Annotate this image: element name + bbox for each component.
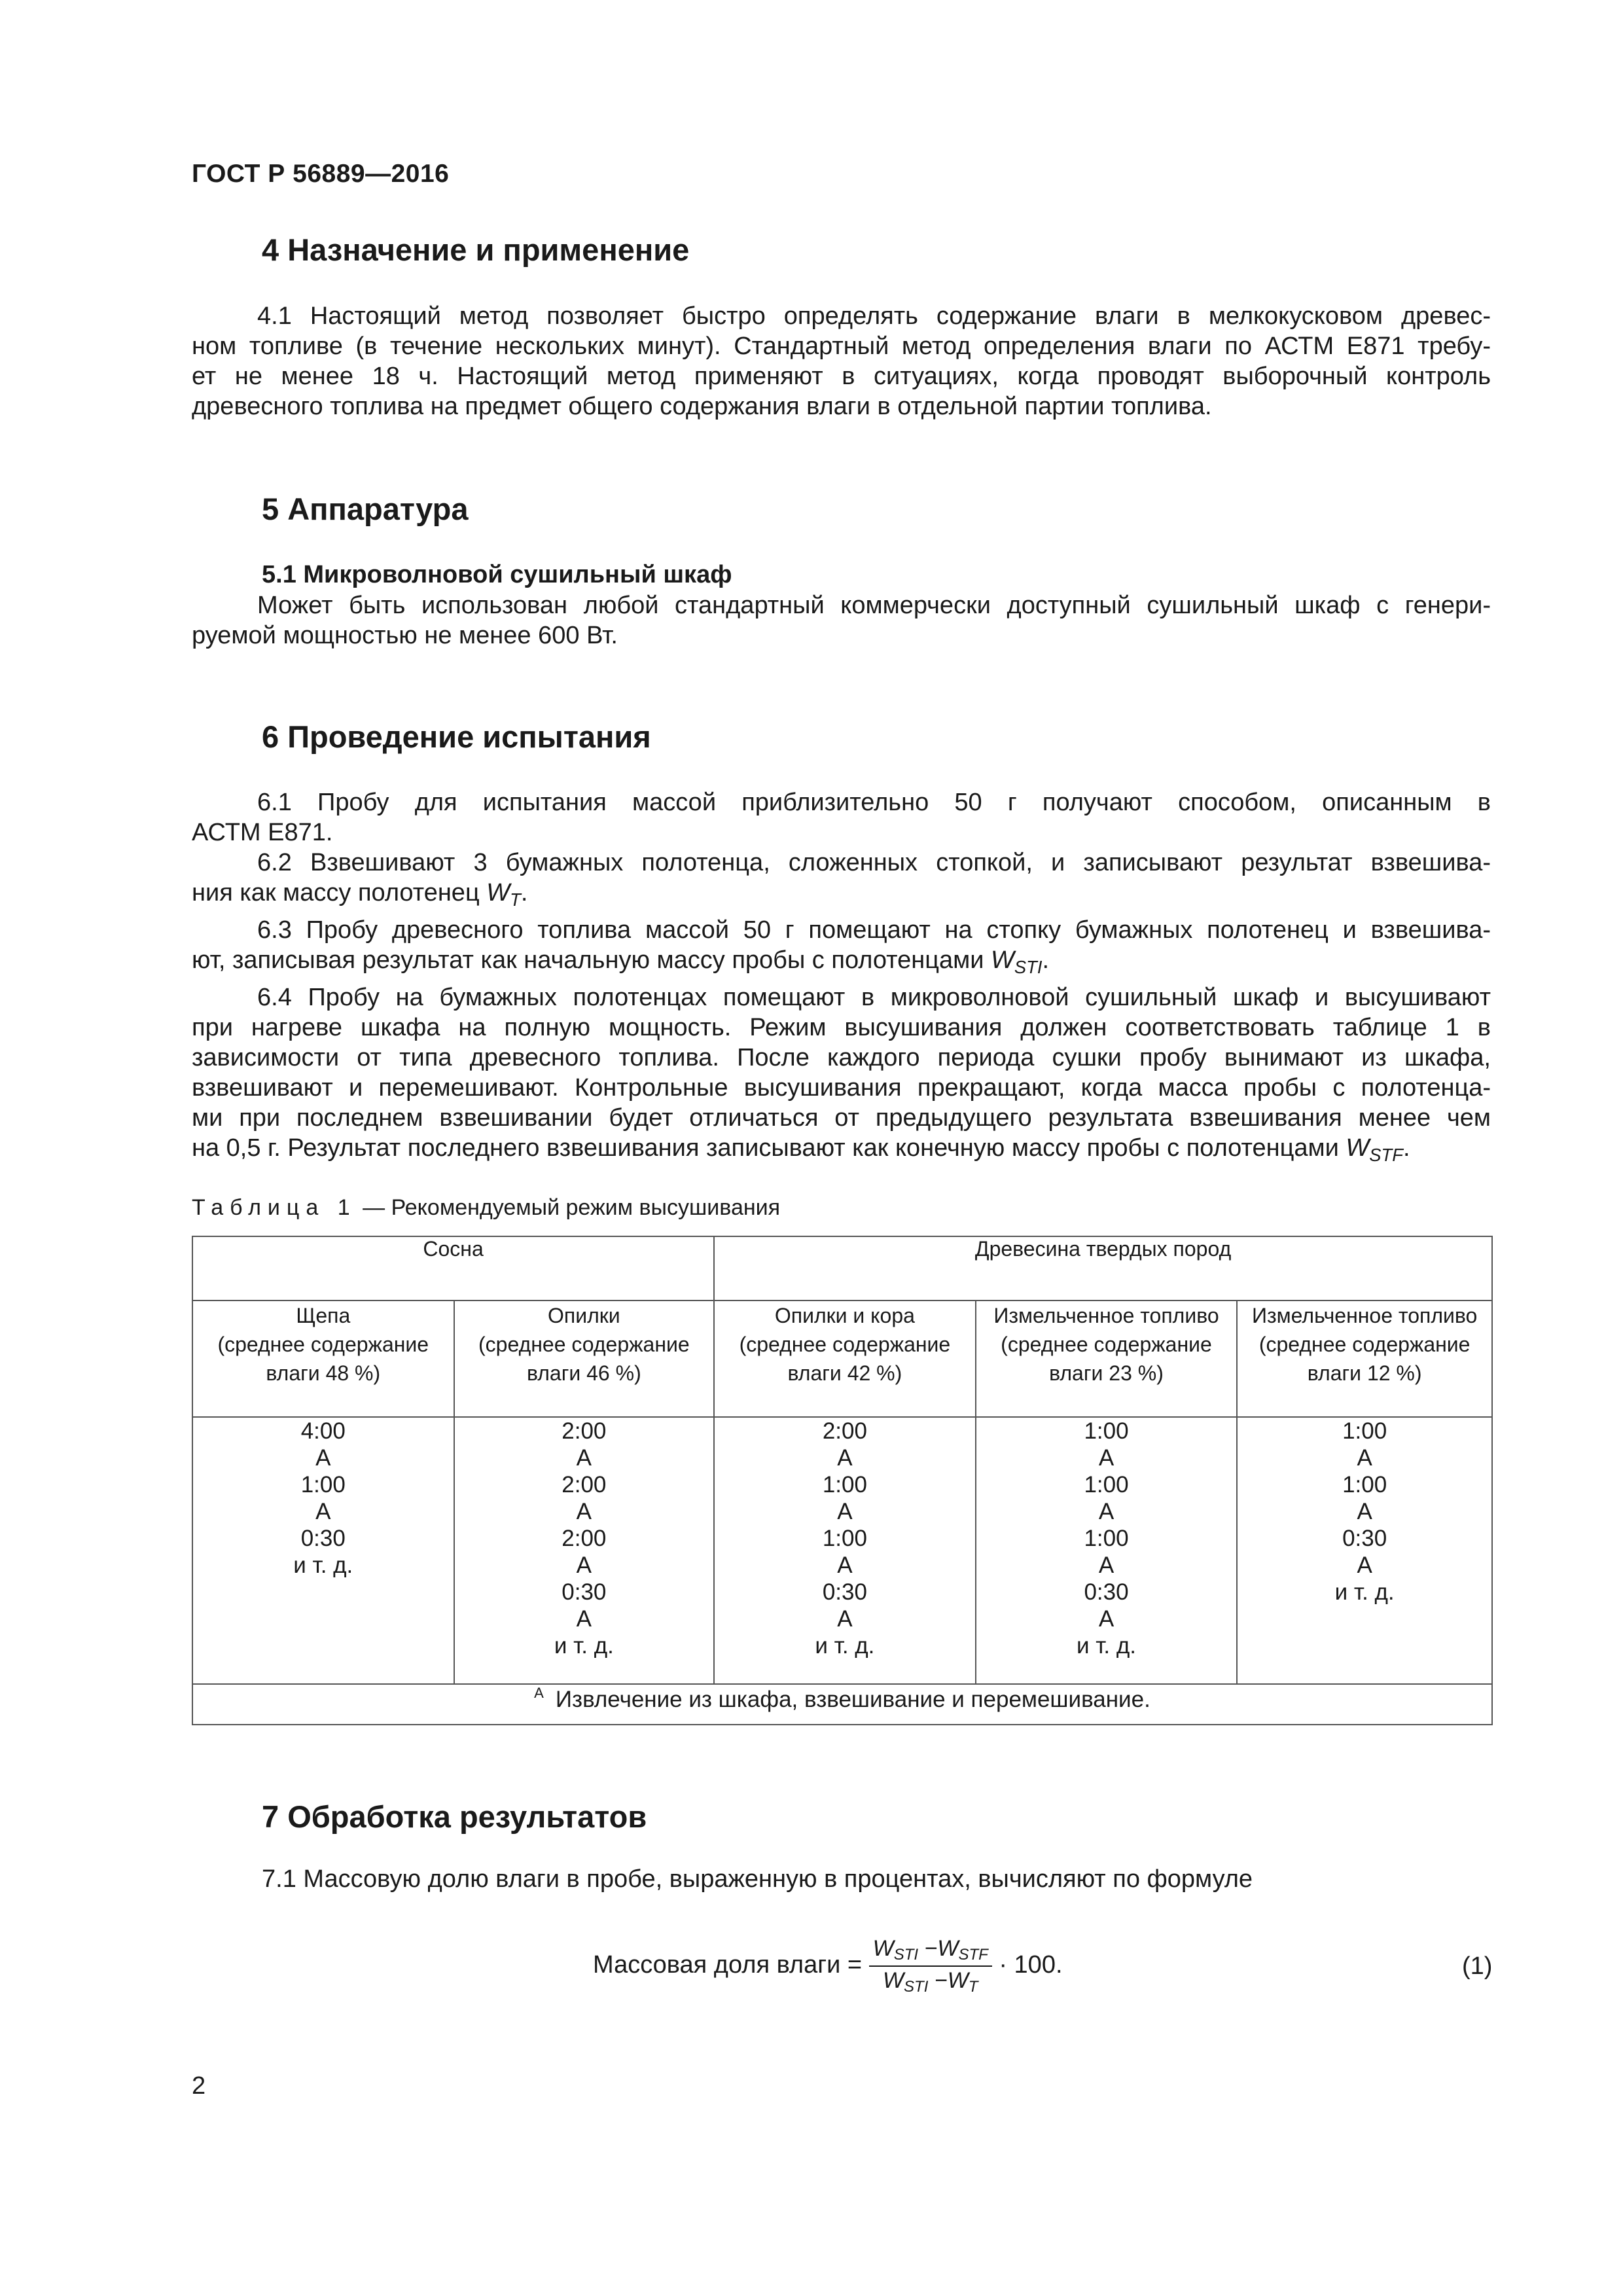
- paragraph-6-3-line: 6.3 Пробу древесного топлива массой 50 г помещают на стопку бумажных полотенец и взвешива-: [257, 916, 1491, 944]
- section-6-heading: 6 Проведение испытания: [262, 719, 651, 754]
- fraction-numerator: [869, 1936, 992, 1967]
- symbol-subscript: STF: [958, 1946, 988, 1964]
- column-header-line: Опилки: [548, 1304, 620, 1327]
- column-header-line: Щепа: [296, 1304, 351, 1327]
- cell-line: A: [1357, 1445, 1372, 1471]
- column-header-line: Измельченное топливо: [1252, 1304, 1478, 1327]
- cell-line: 1:00: [1084, 1418, 1129, 1444]
- symbol-subscript: STI: [893, 1946, 919, 1964]
- cell-line: A: [576, 1499, 592, 1524]
- column-header-line: влаги 42 %): [787, 1361, 902, 1385]
- cell-line: A: [1098, 1499, 1115, 1524]
- column-header-line: влаги 23 %): [1049, 1361, 1164, 1385]
- paragraph-4-1: [192, 301, 1491, 422]
- cell-line: A: [576, 1445, 592, 1471]
- text: .: [1402, 1134, 1410, 1162]
- paragraph-6-1-line: АСТМ E871.: [192, 819, 333, 846]
- cell-line: A: [837, 1445, 853, 1471]
- cell-line: A: [1357, 1552, 1372, 1578]
- paragraph-line: ет не менее 18 ч. Настоящий метод применяют в ситуациях, когда проводят выборочный контроль: [192, 363, 1491, 390]
- symbol-w: W: [872, 1936, 894, 1961]
- table-note: [192, 1684, 1492, 1725]
- column-header-line: (среднее содержание: [1258, 1333, 1471, 1356]
- cell-line: и т. д.: [815, 1633, 875, 1659]
- cell-line: и т. д.: [293, 1552, 353, 1578]
- section-4-heading: 4 Назначение и применение: [262, 232, 690, 267]
- symbol-w: W: [937, 1936, 959, 1961]
- cell-line: A: [576, 1552, 592, 1578]
- column-header-line: (среднее содержание: [1001, 1333, 1212, 1356]
- paragraph-line: 4.1 Настоящий метод позволяет быстро определять содержание влаги в мелкокусковом древес-: [257, 302, 1491, 330]
- formula-fraction: [869, 1936, 992, 1996]
- cell-line: A: [315, 1445, 331, 1471]
- paragraph-5-1: [192, 590, 1491, 651]
- symbol-w: W: [1346, 1134, 1370, 1162]
- cell-line: 2:00: [562, 1418, 607, 1444]
- cell-line: и т. д.: [1076, 1633, 1137, 1659]
- symbol-w: W: [486, 879, 510, 906]
- cell-line: A: [576, 1606, 592, 1632]
- table-cell: [714, 1417, 976, 1684]
- paragraph-6-4-line: зависимости от типа древесного топлива. После каждого периода сушки пробу вынимают из шкафа,: [192, 1044, 1491, 1072]
- column-header-line: (среднее содержание: [217, 1333, 429, 1356]
- table-caption-title: — Рекомендуемый режим высушивания: [356, 1195, 781, 1220]
- cell-line: 1:00: [1342, 1418, 1387, 1444]
- text: ют, записывая результат как начальную массу пробы с полотенцами: [192, 946, 991, 975]
- cell-line: A: [315, 1499, 331, 1524]
- cell-line: 2:00: [822, 1418, 867, 1444]
- table-cell: [192, 1417, 454, 1684]
- table-note-row: [192, 1684, 1492, 1725]
- cell-line: 0:30: [822, 1579, 867, 1605]
- cell-line: A: [1098, 1552, 1115, 1578]
- cell-line: 1:00: [822, 1526, 867, 1551]
- cell-line: 0:30: [1084, 1579, 1129, 1605]
- text: .: [520, 879, 528, 906]
- column-header: [714, 1300, 976, 1417]
- table-caption-prefix: Таблица 1: [192, 1195, 357, 1220]
- paragraph-6-4-line: [192, 1133, 1491, 1170]
- cell-line: 0:30: [562, 1579, 607, 1605]
- column-header-line: влаги 12 %): [1307, 1361, 1422, 1385]
- note-marker: A: [534, 1685, 544, 1701]
- page-number: 2: [192, 2072, 206, 2100]
- cell-line: 4:00: [300, 1418, 346, 1444]
- column-header-line: Измельченное топливо: [993, 1304, 1219, 1327]
- paragraph-6-4-line: ми при последнем взвешивании будет отличаться от предыдущего результата взвешивания менее чем: [192, 1104, 1491, 1132]
- table-caption: [192, 1195, 780, 1221]
- cell-line: 1:00: [1084, 1472, 1129, 1498]
- table-cell: [1237, 1417, 1492, 1684]
- symbol-w: W: [882, 1968, 904, 1993]
- cell-line: 1:00: [822, 1472, 867, 1498]
- document-header: ГОСТ Р 56889—2016: [192, 160, 450, 188]
- cell-line: A: [837, 1499, 853, 1524]
- formula-tail: · 100.: [991, 1951, 1063, 1979]
- cell-line: A: [1357, 1499, 1372, 1524]
- note-text: Извлечение из шкафа, взвешивание и перемешивание.: [555, 1687, 1150, 1712]
- table-cell: [454, 1417, 715, 1684]
- column-header-line: (среднее содержание: [478, 1333, 690, 1356]
- cell-line: A: [837, 1552, 853, 1578]
- column-header-line: (среднее содержание: [739, 1333, 951, 1356]
- column-header: [1237, 1300, 1492, 1417]
- text: на 0,5 г. Результат последнего взвешивания записывают как конечную массу пробы с полотенцами: [192, 1134, 1346, 1162]
- drying-regime-table: [192, 1236, 1493, 1725]
- section-5-1-heading: 5.1 Микроволновой сушильный шкаф: [262, 561, 732, 588]
- column-header: [454, 1300, 715, 1417]
- paragraph-line: руемой мощностью не менее 600 Вт.: [192, 622, 618, 649]
- paragraph-6-2-line: [192, 878, 1491, 915]
- column-header-line: влаги 46 %): [526, 1361, 641, 1385]
- fraction-denominator: [869, 1967, 992, 1996]
- cell-line: 1:00: [1084, 1526, 1129, 1551]
- table-cell: [976, 1417, 1238, 1684]
- cell-line: и т. д.: [1334, 1579, 1395, 1605]
- cell-line: 0:30: [300, 1526, 346, 1551]
- minus-sign: −: [918, 1936, 938, 1961]
- text: .: [1042, 946, 1050, 975]
- cell-line: и т. д.: [554, 1633, 614, 1659]
- section-6-body: [192, 787, 1491, 1171]
- symbol-subscript: STI: [1014, 957, 1043, 978]
- symbol-subscript: T: [510, 889, 521, 910]
- cell-line: A: [1098, 1445, 1115, 1471]
- column-header: [976, 1300, 1238, 1417]
- formula-label: Массовая доля влаги =: [593, 1951, 869, 1979]
- section-5-heading: 5 Аппаратура: [262, 492, 469, 526]
- table-group-header-row: [192, 1236, 1492, 1300]
- symbol-subscript: T: [968, 1978, 978, 1996]
- group-header-pine: Сосна: [192, 1236, 714, 1300]
- paragraph-line: ном топливе (в течение нескольких минут). Стандартный метод определения влаги по АСТМ E871 требу-: [192, 332, 1491, 360]
- cell-line: 0:30: [1342, 1526, 1387, 1551]
- formula: [593, 1936, 1063, 1996]
- column-header-line: влаги 48 %): [266, 1361, 381, 1385]
- symbol-subscript: STI: [904, 1978, 929, 1996]
- paragraph-6-1-line: 6.1 Пробу для испытания массой приблизительно 50 г получают способом, описанным в: [257, 789, 1491, 816]
- table-body-row: [192, 1417, 1492, 1684]
- formula-number: (1): [1462, 1952, 1493, 1980]
- column-header-line: Опилки и кора: [774, 1304, 915, 1327]
- symbol-w: W: [991, 946, 1014, 975]
- cell-line: 1:00: [1342, 1472, 1387, 1498]
- paragraph-line: древесного топлива на предмет общего содержания влаги в отдельной партии топлива.: [192, 393, 1212, 420]
- group-header-hardwood: Древесина твердых пород: [714, 1236, 1492, 1300]
- paragraph-6-3-line: [192, 945, 1491, 982]
- paragraph-7-1: 7.1 Массовую долю влаги в пробе, выраженную в процентах, вычисляют по формуле: [262, 1865, 1253, 1893]
- column-header: [192, 1300, 454, 1417]
- paragraph-6-4-line: при нагреве шкафа на полную мощность. Режим высушивания должен соответствовать таблице 1 в: [192, 1014, 1491, 1042]
- paragraph-6-4-line: взвешивают и перемешивают. Контрольные высушивания прекращают, когда масса пробы с полотенца-: [192, 1074, 1491, 1102]
- text: ния как массу полотенец: [192, 879, 487, 906]
- table-column-header-row: [192, 1300, 1492, 1417]
- minus-sign: −: [928, 1968, 948, 1993]
- paragraph-6-4-line: 6.4 Пробу на бумажных полотенцах помещают в микроволновой сушильный шкаф и высушивают: [257, 984, 1491, 1012]
- section-7-heading: 7 Обработка результатов: [262, 1799, 647, 1834]
- symbol-subscript: STF: [1369, 1145, 1403, 1166]
- paragraph-line: Может быть использован любой стандартный коммерчески доступный сушильный шкаф с генери-: [257, 592, 1491, 619]
- cell-line: 1:00: [300, 1472, 346, 1498]
- cell-line: A: [837, 1606, 853, 1632]
- cell-line: 2:00: [562, 1526, 607, 1551]
- cell-line: 2:00: [562, 1472, 607, 1498]
- symbol-w: W: [947, 1968, 969, 1993]
- cell-line: A: [1098, 1606, 1115, 1632]
- paragraph-6-2-line: 6.2 Взвешивают 3 бумажных полотенца, сложенных стопкой, и записывают результат взвешива-: [257, 849, 1491, 876]
